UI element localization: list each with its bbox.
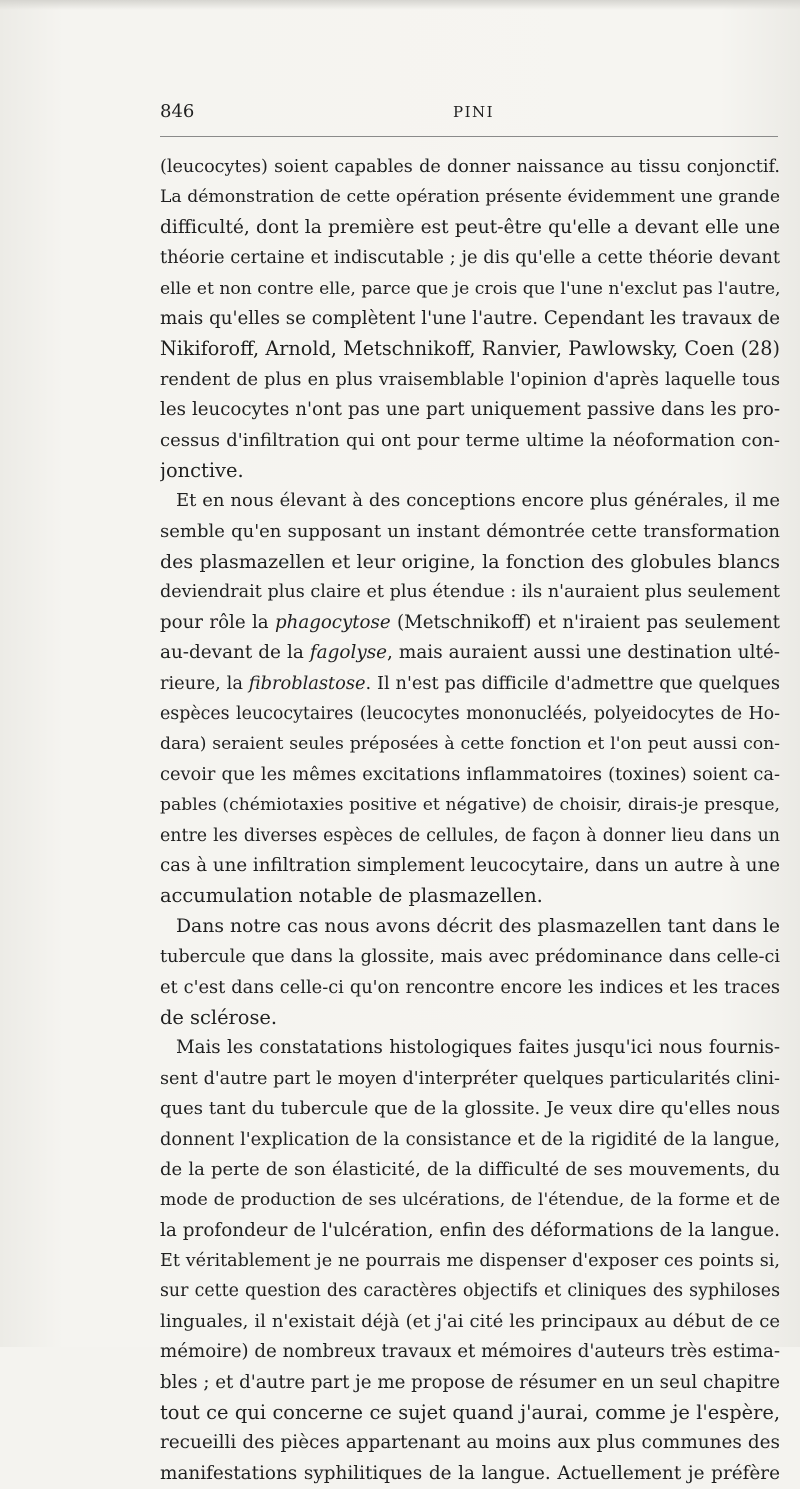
text-segment: au-devant de la — [160, 642, 310, 664]
text-line: semble qu'en supposant un instant démontrée cette transformation — [160, 520, 780, 542]
text-line: pables (chémiotaxies positive et négative) de choisir, dirais-je presque, — [160, 795, 780, 816]
text-line: entre les diverses espèces de cellules, de façon à donner lieu dans un — [160, 825, 780, 846]
text-segment: . Il n'est pas difficile d'admettre que quelques — [365, 672, 780, 694]
text-line: donnent l'explication de la consistance et de la rigidité de la langue, — [160, 1128, 780, 1150]
text-line: sur cette question des caractères objectifs et cliniques des syphiloses — [160, 1281, 780, 1302]
text-line: et c'est dans celle-ci qu'on rencontre encore les indices et les traces — [160, 976, 780, 998]
text-line: Et en nous élevant à des conceptions encore plus générales, il me — [176, 490, 780, 512]
text-segment: pour rôle la — [160, 611, 275, 633]
text-line: espèces leucocytaires (leucocytes mononucléés, polyeidocytes de Ho- — [160, 704, 780, 725]
text-line: sent d'autre part le moyen d'interpréter quelques particularités clini- — [160, 1068, 780, 1089]
italic-term: fibroblastose — [248, 672, 366, 694]
text-line: de la perte de son élasticité, de la difficulté de ses mouvements, du — [160, 1158, 780, 1180]
page-header — [160, 101, 780, 127]
text-line: rendent de plus en plus vraisemblable l'opinion d'après laquelle tous — [160, 369, 780, 390]
text-line: Et véritablement je ne pourrais me dispenser d'exposer ces points si, — [160, 1251, 780, 1272]
text-line: tubercule que dans la glossite, mais avec prédominance dans celle-ci — [160, 947, 780, 968]
text-line: cessus d'infiltration qui ont pour terme ultime la néoformation con- — [160, 429, 780, 451]
text-line: Mais les constatations histologiques faites jusqu'ici nous fournis- — [176, 1037, 780, 1059]
italic-term: fagolyse — [309, 642, 388, 664]
text-line: mais qu'elles se complètent l'une l'autre. Cependant les travaux de — [160, 307, 780, 329]
text-line: la profondeur de l'ulcération, enfin des déformations de la langue. — [160, 1219, 780, 1241]
text-line: cas à une infiltration simplement leucocytaire, dans un autre à une — [160, 854, 780, 876]
text-line: elle et non contre elle, parce que je crois que l'une n'exclut pas l'autre, — [160, 278, 780, 299]
text-line: cevoir que les mêmes excitations inflammatoires (toxines) soient ca- — [160, 763, 780, 785]
text-line — [160, 608, 780, 638]
text-segment: (Metschnikoff) et n'iraient pas seulement — [390, 611, 780, 633]
text-line: des plasmazellen et leur origine, la fonction des globules blancs — [160, 551, 780, 574]
text-line: accumulation notable de plasmazellen. — [160, 884, 543, 908]
text-line: Dans notre cas nous avons décrit des plasmazellen tant dans le — [176, 915, 780, 937]
text-line: difficulté, dont la première est peut-être qu'elle a devant elle une — [160, 216, 780, 238]
text-line: mémoire) de nombreux travaux et mémoires d'auteurs très estima- — [160, 1341, 780, 1363]
text-line: les leucocytes n'ont pas une part uniquement passive dans les pro- — [160, 399, 780, 421]
text-line: (leucocytes) soient capables de donner naissance au tissu conjonctif. — [160, 157, 780, 177]
text-line — [160, 638, 780, 668]
text-line: jonctive. — [160, 458, 244, 482]
body-text — [160, 152, 780, 1489]
text-line: linguales, il n'existait déjà (et j'ai cité les principaux au début de ce — [160, 1310, 780, 1332]
page-top-edge — [0, 0, 800, 10]
text-line: dara) seraient seules préposées à cette fonction et l'on peut aussi con- — [160, 734, 780, 755]
text-line: manifestations syphilitiques de la langue. Actuellement je préfère — [160, 1462, 780, 1484]
text-line: théorie certaine et indiscutable ; je dis qu'elle a cette théorie devant — [160, 247, 780, 269]
text-line: mode de production de ses ulcérations, de l'étendue, de la forme et de — [160, 1190, 780, 1211]
text-line: La démonstration de cette opération présente évidemment une grande — [160, 187, 780, 208]
running-head: PINI — [453, 103, 495, 121]
text-line: deviendrait plus claire et plus étendue : ils n'auraient plus seulement — [160, 582, 780, 603]
page-number: 846 — [160, 101, 195, 122]
text-segment: , mais auraient aussi une destination ulté- — [387, 642, 780, 664]
text-line: Nikiforoff, Arnold, Metschnikoff, Ranvier, Pawlowsky, Coen (28) — [160, 337, 780, 361]
text-line: recueilli des pièces appartenant au moins aux plus communes des — [160, 1432, 780, 1454]
text-line: bles ; et d'autre part je me propose de résumer en un seul chapitre — [160, 1371, 780, 1393]
text-line: de sclérose. — [160, 1005, 278, 1029]
text-line: ques tant du tubercule que de la glossite. Je veux dire qu'elles nous — [160, 1098, 780, 1120]
text-segment: rieure, la — [160, 672, 249, 694]
italic-term: phagocytose — [275, 611, 391, 633]
header-rule — [160, 136, 778, 137]
text-line: tout ce qui concerne ce sujet quand j'aurai, comme je l'espère, — [160, 1401, 780, 1425]
text-line — [160, 669, 780, 699]
